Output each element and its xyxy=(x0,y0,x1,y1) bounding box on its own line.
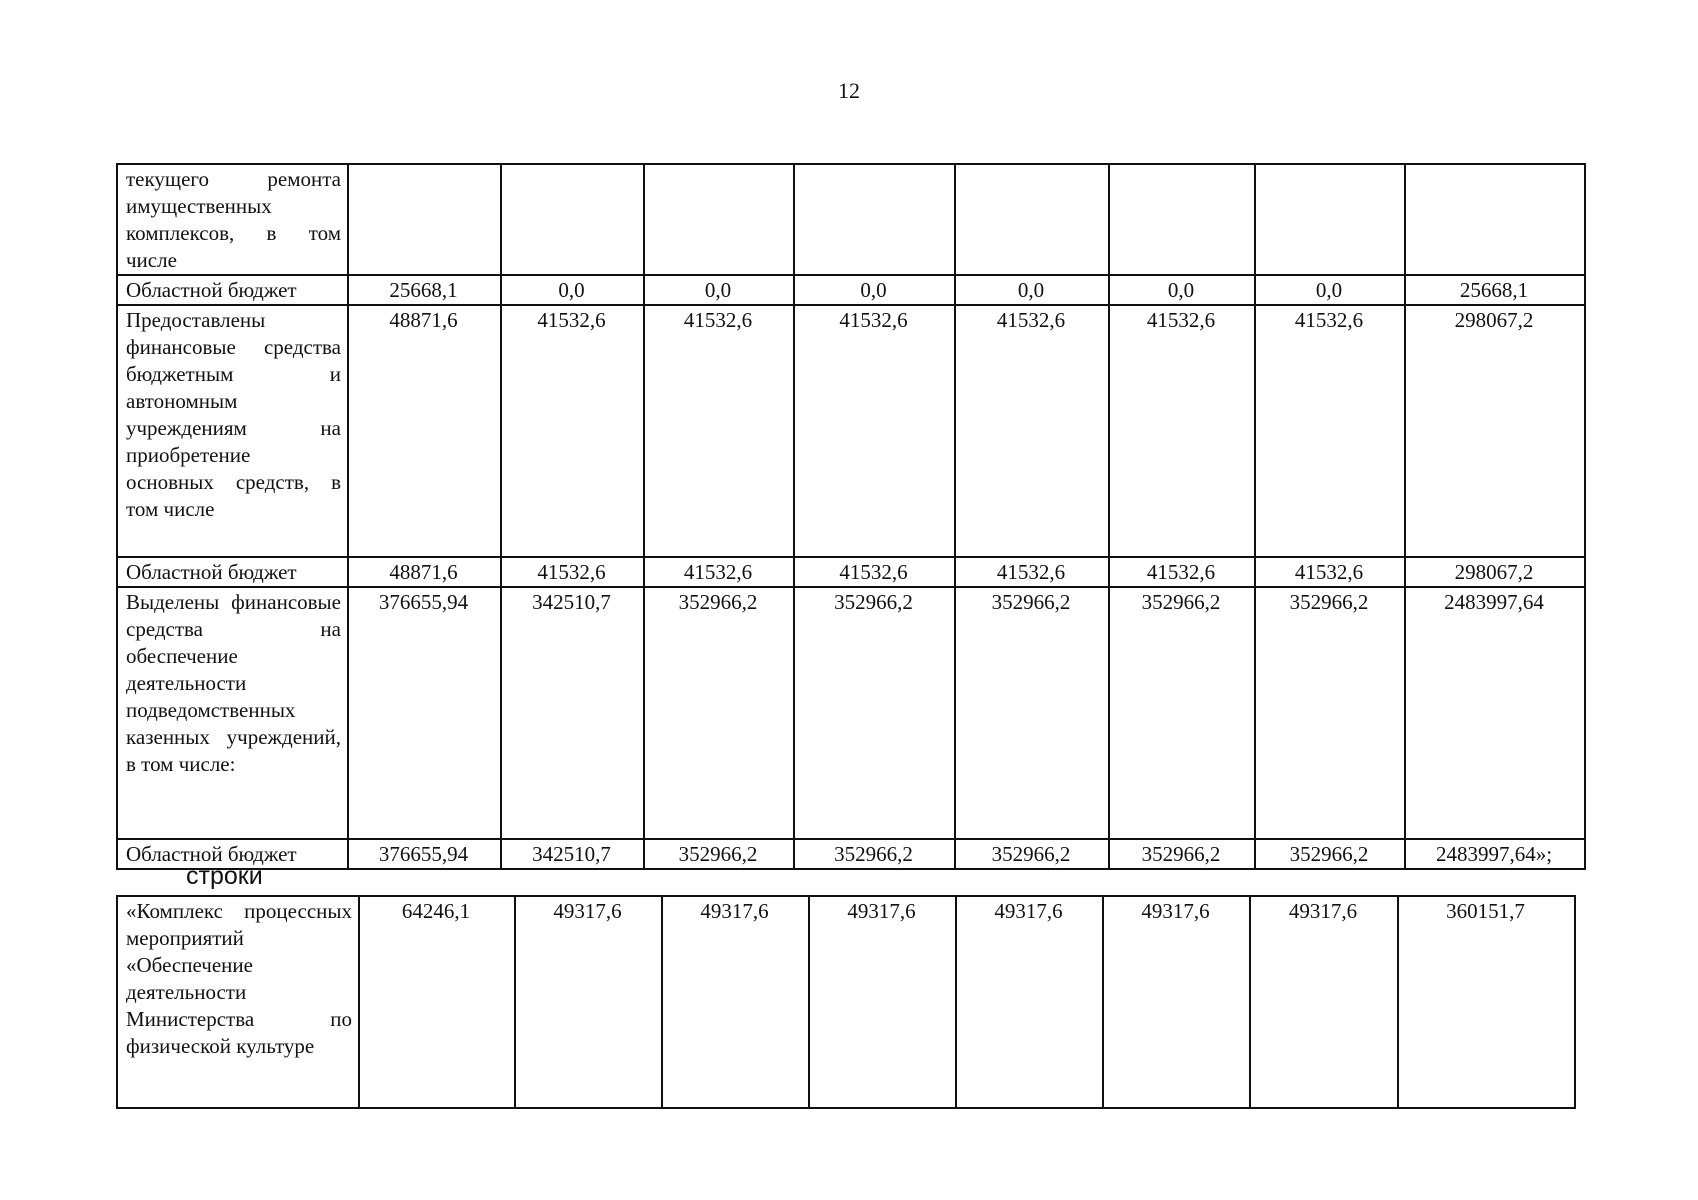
table-row xyxy=(117,587,1585,839)
value-cell: 352966,2 xyxy=(1255,839,1405,869)
value-cell: 352966,2 xyxy=(644,839,794,869)
value-cell: 0,0 xyxy=(1255,275,1405,305)
value-cell: 352966,2 xyxy=(955,839,1109,869)
value-cell xyxy=(955,164,1109,275)
table-row xyxy=(117,557,1585,587)
value-cell: 41532,6 xyxy=(955,557,1109,587)
row-label-cell: Выделены финансовые средства на обеспечение деятельности подведомственных казенных учреждений, в том числе: xyxy=(117,587,348,839)
table-row xyxy=(117,275,1585,305)
value-cell: 41532,6 xyxy=(1109,557,1255,587)
value-cell xyxy=(644,164,794,275)
section-label-lines: строки xyxy=(186,862,263,890)
value-cell: 49317,6 xyxy=(515,896,662,1108)
row-label-cell: Предоставлены финансовые средства бюджетным и автономным учреждениям на приобретение основных средств, в том числе xyxy=(117,305,348,557)
value-cell: 0,0 xyxy=(955,275,1109,305)
value-cell xyxy=(794,164,955,275)
value-cell: 25668,1 xyxy=(348,275,501,305)
value-cell: 352966,2 xyxy=(1109,839,1255,869)
value-cell: 41532,6 xyxy=(501,305,644,557)
row-label-cell: Областной бюджет xyxy=(117,557,348,587)
value-cell: 48871,6 xyxy=(348,557,501,587)
value-cell: 41532,6 xyxy=(794,305,955,557)
value-cell: 48871,6 xyxy=(348,305,501,557)
row-label-cell: Областной бюджет xyxy=(117,839,348,869)
value-cell: 352966,2 xyxy=(1255,587,1405,839)
value-cell: 2483997,64»; xyxy=(1405,839,1585,869)
value-cell: 0,0 xyxy=(794,275,955,305)
row-label-cell: «Комплекс процессных мероприятий «Обеспечение деятельности Министерства по физической культуре xyxy=(117,896,359,1108)
value-cell: 25668,1 xyxy=(1405,275,1585,305)
value-cell: 0,0 xyxy=(501,275,644,305)
value-cell: 41532,6 xyxy=(1109,305,1255,557)
value-cell: 49317,6 xyxy=(1103,896,1250,1108)
value-cell: 376655,94 xyxy=(348,839,501,869)
value-cell: 352966,2 xyxy=(794,587,955,839)
budget-table-continued xyxy=(116,163,1586,870)
value-cell: 342510,7 xyxy=(501,839,644,869)
value-cell xyxy=(1405,164,1585,275)
value-cell xyxy=(501,164,644,275)
value-cell: 352966,2 xyxy=(794,839,955,869)
value-cell: 41532,6 xyxy=(794,557,955,587)
table-row xyxy=(117,839,1585,869)
value-cell xyxy=(348,164,501,275)
value-cell: 41532,6 xyxy=(1255,557,1405,587)
value-cell: 360151,7 xyxy=(1398,896,1575,1108)
value-cell xyxy=(1255,164,1405,275)
value-cell: 376655,94 xyxy=(348,587,501,839)
value-cell: 352966,2 xyxy=(955,587,1109,839)
value-cell: 49317,6 xyxy=(809,896,956,1108)
value-cell xyxy=(1109,164,1255,275)
table-row xyxy=(117,164,1585,275)
value-cell: 0,0 xyxy=(644,275,794,305)
page-number: 12 xyxy=(838,78,860,103)
value-cell: 352966,2 xyxy=(644,587,794,839)
value-cell: 298067,2 xyxy=(1405,557,1585,587)
value-cell: 64246,1 xyxy=(359,896,515,1108)
value-cell: 41532,6 xyxy=(644,557,794,587)
value-cell: 49317,6 xyxy=(956,896,1103,1108)
row-label-cell: текущего ремонта имущественных комплексов, в том числе xyxy=(117,164,348,275)
row-label-cell: Областной бюджет xyxy=(117,275,348,305)
value-cell: 352966,2 xyxy=(1109,587,1255,839)
value-cell: 49317,6 xyxy=(1250,896,1398,1108)
value-cell: 49317,6 xyxy=(662,896,809,1108)
value-cell: 41532,6 xyxy=(1255,305,1405,557)
table-row xyxy=(117,896,1575,1108)
value-cell: 41532,6 xyxy=(501,557,644,587)
value-cell: 298067,2 xyxy=(1405,305,1585,557)
value-cell: 342510,7 xyxy=(501,587,644,839)
table-row xyxy=(117,305,1585,557)
budget-table-replacement xyxy=(116,895,1576,1109)
value-cell: 0,0 xyxy=(1109,275,1255,305)
value-cell: 41532,6 xyxy=(955,305,1109,557)
value-cell: 41532,6 xyxy=(644,305,794,557)
value-cell: 2483997,64 xyxy=(1405,587,1585,839)
